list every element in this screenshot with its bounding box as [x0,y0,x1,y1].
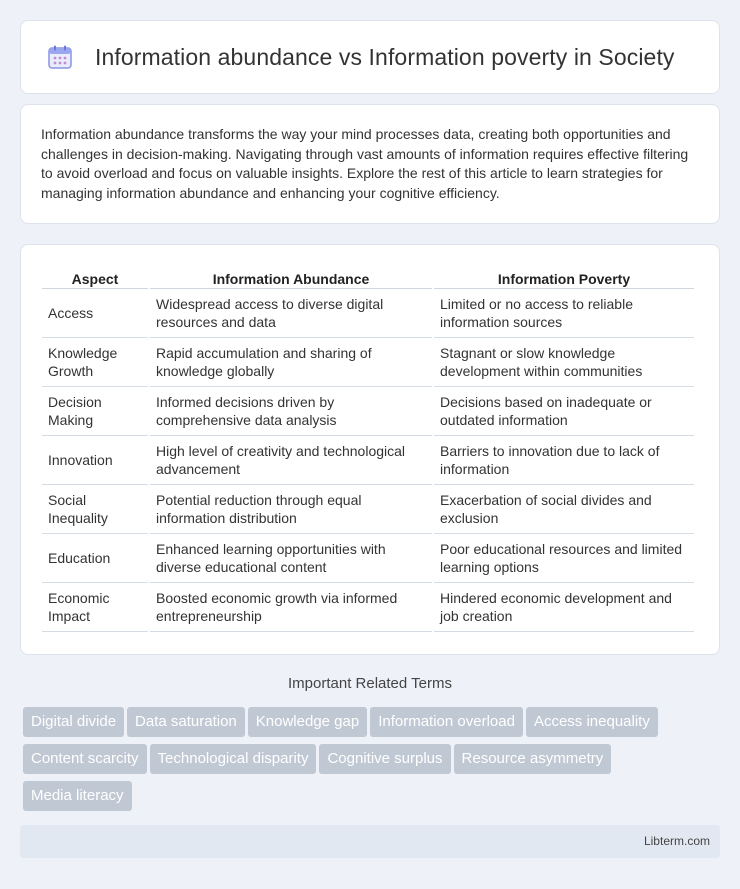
cell-abundance: Informed decisions driven by comprehensive data analysis [150,387,432,436]
related-terms-list [23,707,723,818]
table-row [42,289,694,338]
related-term-tag[interactable]: Digital divide [23,707,124,737]
cell-poverty: Barriers to innovation due to lack of information [434,436,694,485]
cell-abundance: Enhanced learning opportunities with diverse educational content [150,534,432,583]
comparison-table [40,265,696,632]
cell-poverty: Hindered economic development and job creation [434,583,694,632]
related-term-tag[interactable]: Cognitive surplus [319,744,450,774]
related-term-tag[interactable]: Technological disparity [150,744,317,774]
footer-site-link[interactable]: Libterm.com [643,834,710,848]
cell-poverty: Poor educational resources and limited learning options [434,534,694,583]
related-term-tag[interactable]: Resource asymmetry [454,744,612,774]
column-header-aspect: Aspect [42,265,148,289]
cell-aspect: Access [42,289,148,338]
related-term-tag[interactable]: Media literacy [23,781,132,811]
comparison-table-card [20,244,720,655]
footer [20,825,720,858]
cell-aspect: Social Inequality [42,485,148,534]
page-title: Information abundance vs Information poverty in Society [95,43,675,70]
table-row [42,338,694,387]
cell-abundance: Widespread access to diverse digital resources and data [150,289,432,338]
calendar-icon [47,44,73,70]
intro-card [20,104,720,224]
table-row [42,387,694,436]
cell-aspect: Decision Making [42,387,148,436]
cell-poverty: Decisions based on inadequate or outdated information [434,387,694,436]
column-header-poverty: Information Poverty [434,265,694,289]
cell-aspect: Education [42,534,148,583]
related-term-tag[interactable]: Data saturation [127,707,245,737]
related-term-tag[interactable]: Knowledge gap [248,707,367,737]
cell-aspect: Innovation [42,436,148,485]
table-row [42,436,694,485]
related-term-tag[interactable]: Information overload [370,707,523,737]
cell-abundance: Rapid accumulation and sharing of knowledge globally [150,338,432,387]
table-row [42,583,694,632]
table-row [42,485,694,534]
cell-aspect: Economic Impact [42,583,148,632]
cell-poverty: Stagnant or slow knowledge development within communities [434,338,694,387]
related-terms-title: Important Related Terms [288,675,452,692]
cell-abundance: High level of creativity and technological advancement [150,436,432,485]
related-term-tag[interactable]: Access inequality [526,707,658,737]
cell-aspect: Knowledge Growth [42,338,148,387]
cell-poverty: Limited or no access to reliable information sources [434,289,694,338]
table-row [42,534,694,583]
cell-abundance: Boosted economic growth via informed entrepreneurship [150,583,432,632]
intro-text: Information abundance transforms the way your mind processes data, creating both opportunities and challenges in decision-making. Navigating through vast amounts of information requires effective filtering to avoid overload and focus on valuable insights. Explore the rest of this article to learn strategies for managing information abundance and enhancing your cognitive efficiency. [41,126,689,201]
header-card [20,20,720,94]
cell-poverty: Exacerbation of social divides and exclusion [434,485,694,534]
column-header-abundance: Information Abundance [150,265,432,289]
related-term-tag[interactable]: Content scarcity [23,744,147,774]
table-header-row [42,265,694,289]
cell-abundance: Potential reduction through equal information distribution [150,485,432,534]
